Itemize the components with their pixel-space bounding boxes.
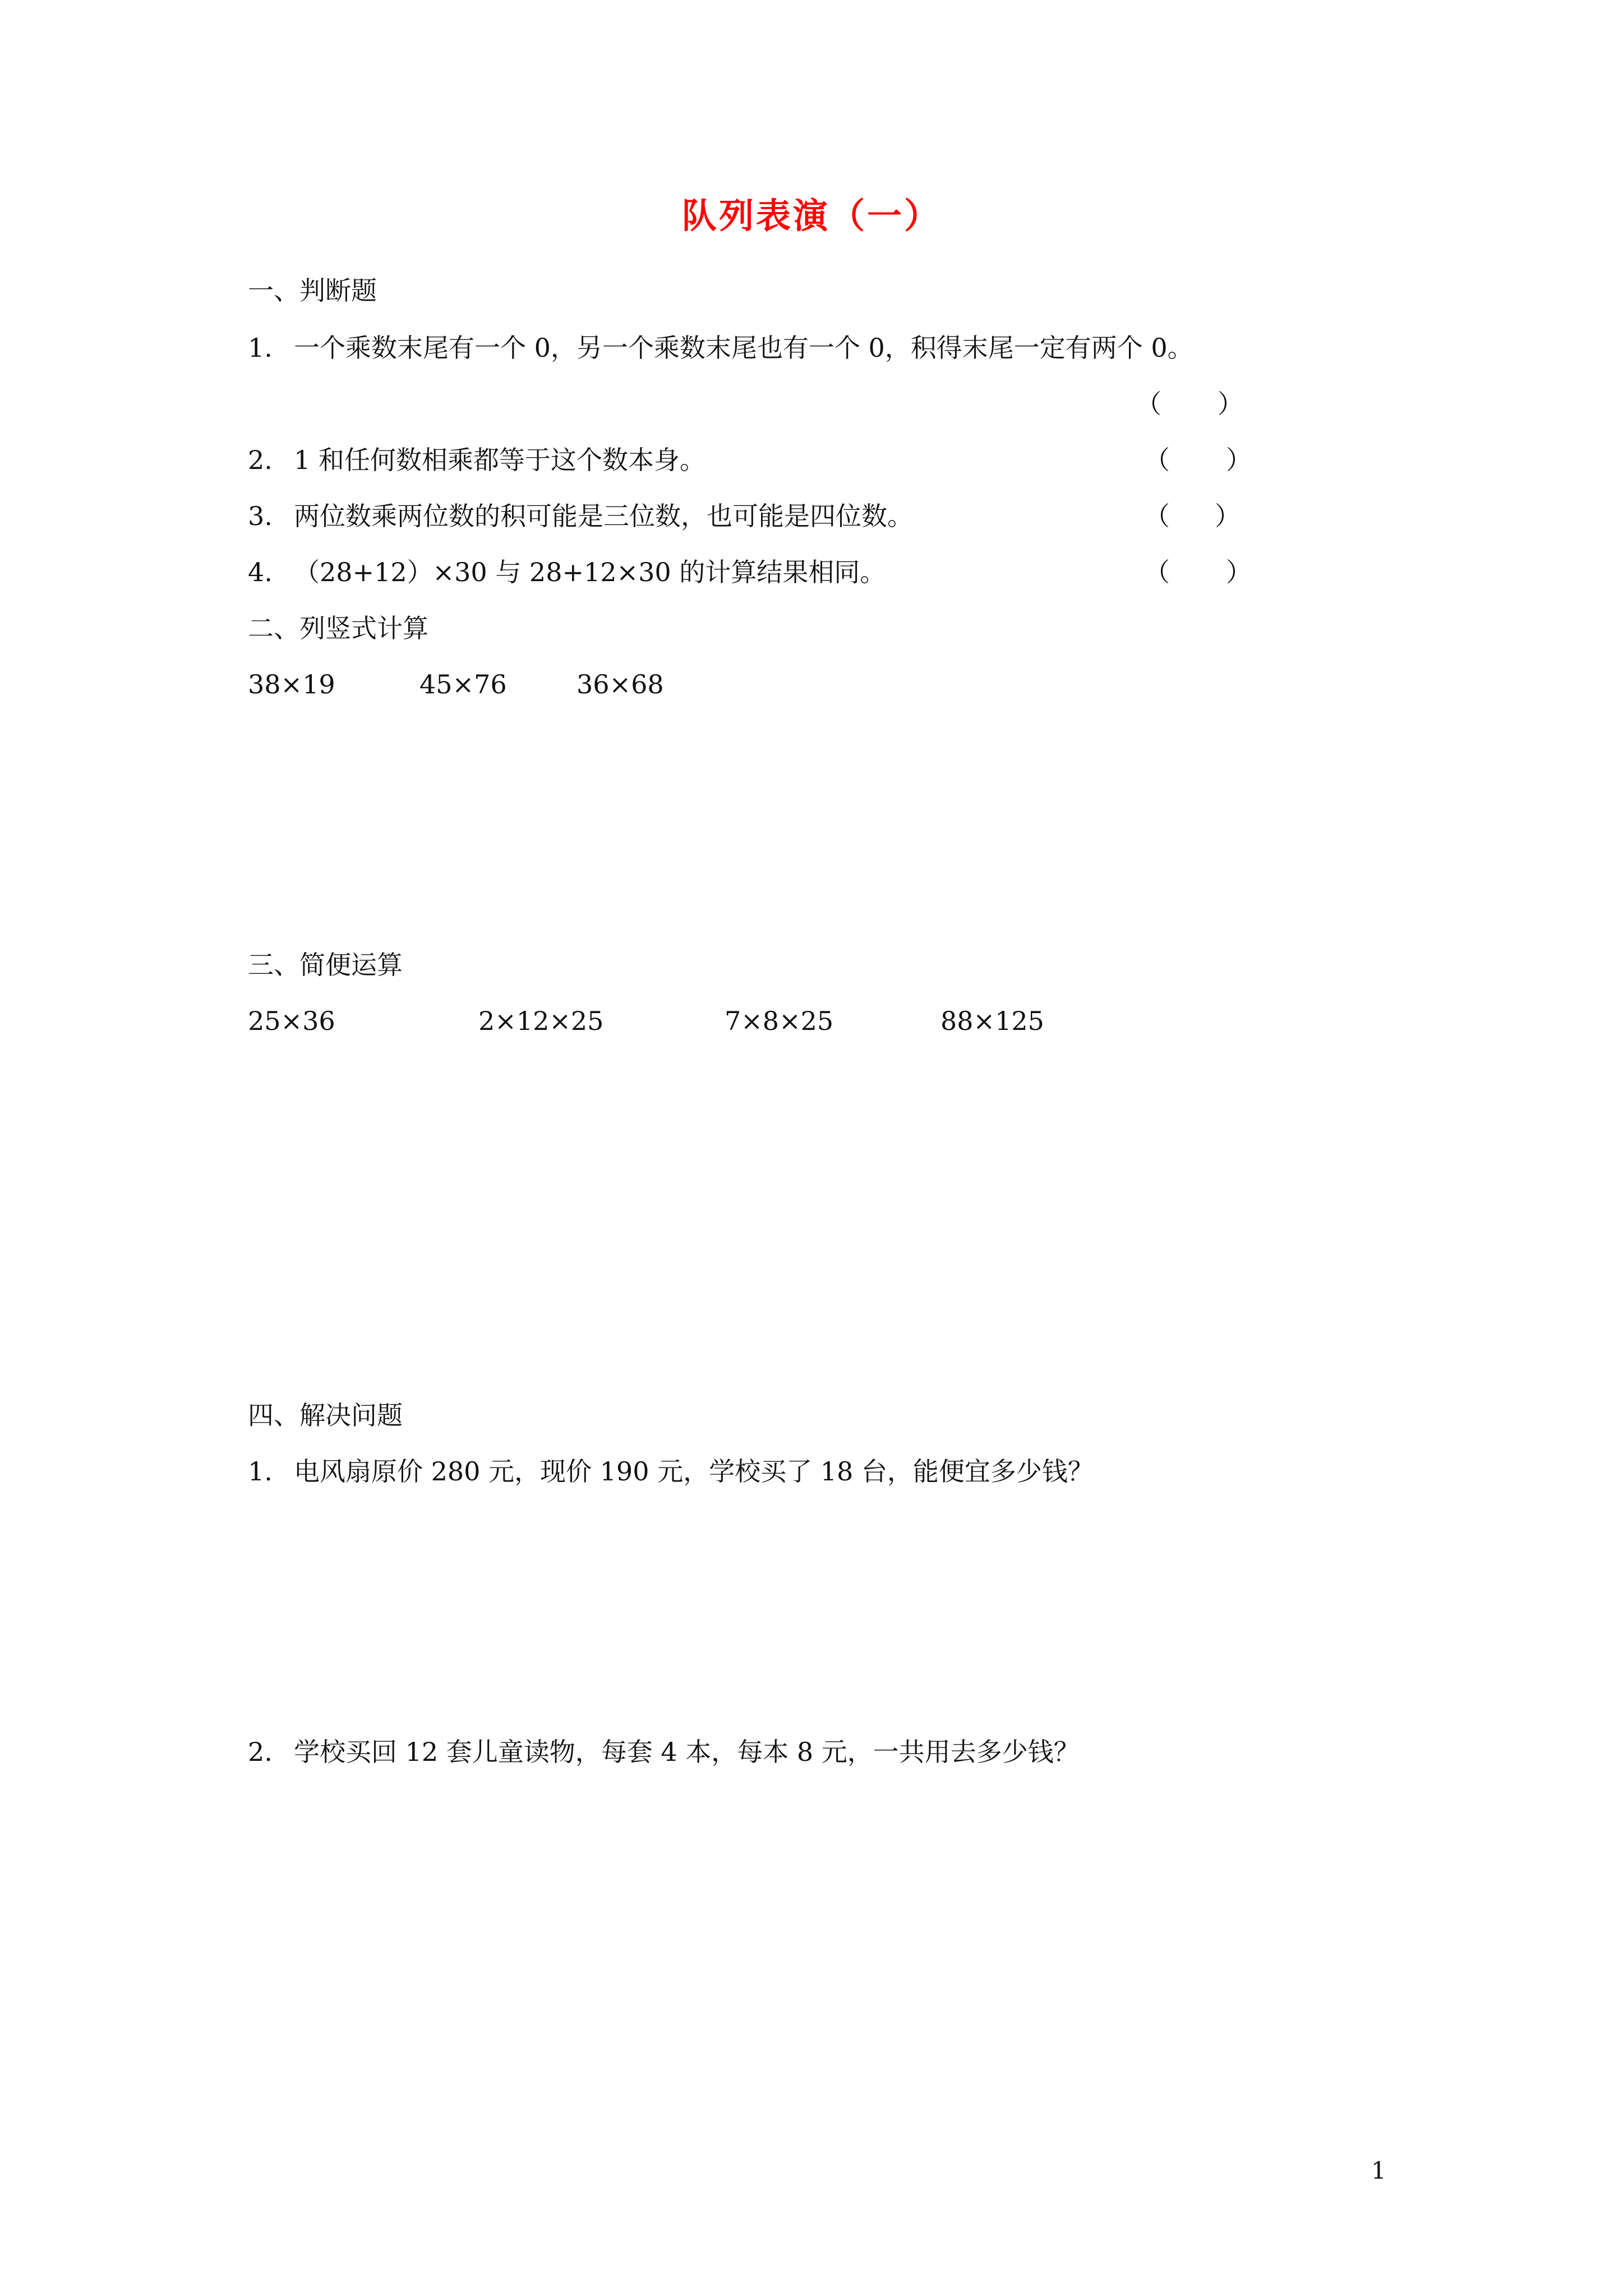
item-text: 学校买回 12 套儿童读物，每套 4 本，每本 8 元，一共用去多少钱？ [294,1737,1080,1767]
judgement-item-1 [248,328,1193,367]
judgement-item-4 [248,553,886,592]
judgement-item-3 [248,496,913,536]
item-number: 2. [248,1737,273,1767]
simplify-expression-3: 7×8×25 [725,1006,834,1036]
item-number: 2. [248,445,273,475]
item-text: 1 和任何数相乘都等于这个数本身。 [294,445,706,475]
calc-expression-2: 45×76 [419,669,507,700]
paren-right: ） [1215,501,1241,531]
answer-blank-1[interactable] [1136,384,1243,424]
answer-blank-4[interactable] [1144,553,1252,592]
section-heading-vertical-calc: 二、列竖式计算 [248,613,428,643]
section-heading-simplified-calc: 三、简便运算 [248,950,403,980]
item-text: 两位数乘两位数的积可能是三位数，也可能是四位数。 [294,501,913,531]
paren-right: ） [1226,557,1252,587]
word-problem-1 [248,1452,1094,1491]
paren-right: ） [1226,445,1252,475]
paren-left: （ [1144,557,1170,587]
paren-left: （ [1136,389,1161,419]
paren-right: ） [1218,389,1243,419]
section-heading-judgement: 一、判断题 [248,275,377,306]
item-text: 电风扇原价 280 元，现价 190 元，学校买了 18 台，能便宜多少钱？ [294,1456,1094,1487]
item-text: 一个乘数末尾有一个 0，另一个乘数末尾也有一个 0，积得末尾一定有两个 0。 [294,333,1193,363]
item-number: 1. [248,1456,273,1487]
item-number: 3. [248,501,273,531]
section-heading-problem-solving: 四、解决问题 [248,1400,403,1430]
paren-left: （ [1144,501,1170,531]
simplify-expression-1: 25×36 [248,1006,335,1036]
item-text: （28+12）×30 与 28+12×30 的计算结果相同。 [294,557,886,587]
judgement-item-2 [248,440,706,480]
answer-blank-3[interactable] [1144,496,1241,536]
calc-expression-1: 38×19 [248,669,335,700]
simplify-expression-2: 2×12×25 [478,1006,604,1036]
item-number: 4. [248,557,273,587]
answer-blank-2[interactable] [1144,440,1252,480]
calc-expression-3: 36×68 [577,669,664,700]
page-title: 队列表演（一） [681,195,941,236]
simplify-expression-4: 88×125 [940,1006,1044,1036]
page-number: 1 [1371,2157,1386,2184]
word-problem-2 [248,1732,1080,1772]
item-number: 1. [248,333,273,363]
paren-left: （ [1144,445,1170,475]
